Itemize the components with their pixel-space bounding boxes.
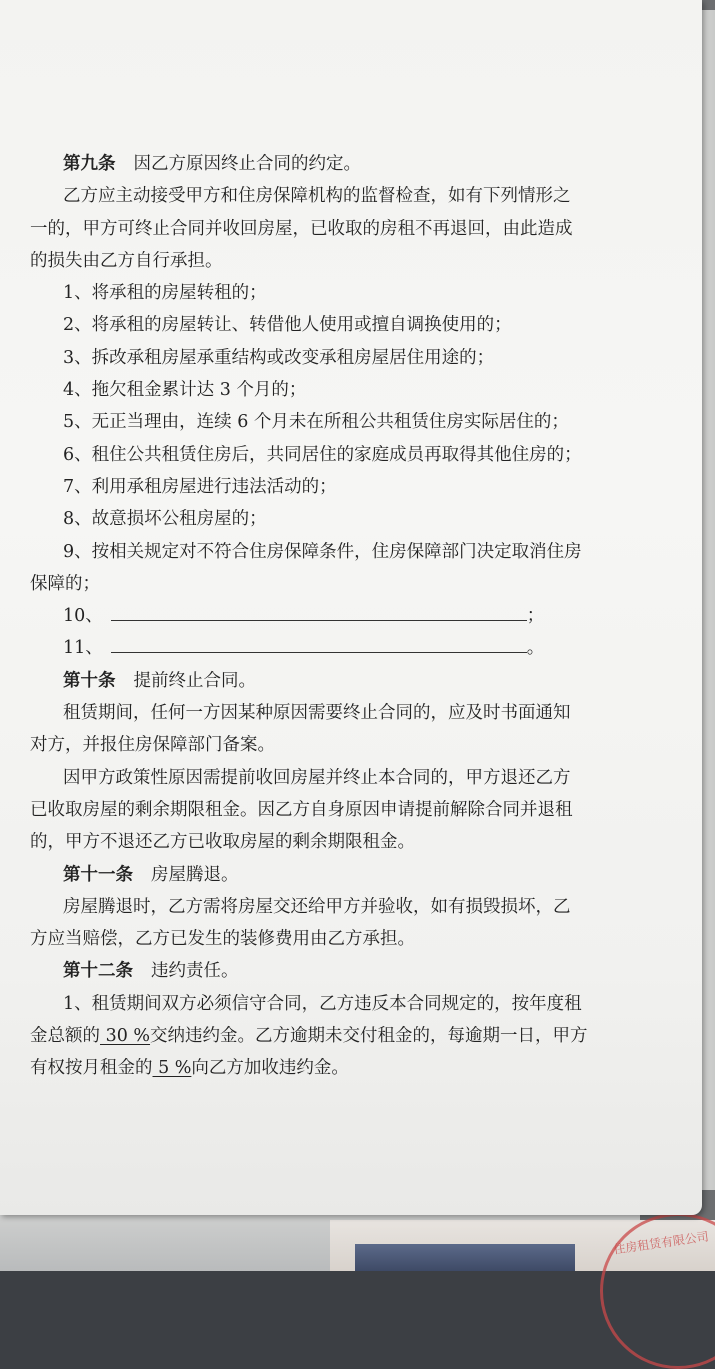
- article-9-number: 第九条: [63, 154, 116, 174]
- article-9-item: 4、拖欠租金累计达 3 个月的；: [63, 380, 307, 401]
- article-9-item: 8、故意损坏公租房屋的；: [63, 509, 267, 530]
- article-10-line: 对方，并报住房保障部门备案。: [30, 735, 275, 756]
- article-11-line: 方应当赔偿，乙方已发生的装修费用由乙方承担。: [30, 929, 415, 950]
- article-11-line: 房屋腾退时，乙方需将房屋交还给甲方并验收，如有损毁损坏，乙: [63, 896, 571, 917]
- penalty-rate-annual: 30 %: [100, 1026, 151, 1047]
- penalty-text-pre: 金总额的: [30, 1026, 100, 1047]
- item-11-end: 。: [526, 638, 545, 659]
- article-12-heading: [30, 955, 670, 987]
- seal-text: 住房租赁有限公司: [612, 1229, 710, 1257]
- document-body: [30, 148, 670, 1085]
- article-11-title: 房屋腾退。: [151, 864, 239, 885]
- article-11-number: 第十一条: [63, 864, 133, 885]
- article-9-heading: [30, 148, 670, 180]
- late-fee-rate-monthly: 5 %: [152, 1058, 192, 1079]
- article-9-item: 7、利用承租房屋进行违法活动的；: [63, 476, 337, 497]
- article-9-item: 1、将承租的房屋转租的；: [63, 283, 267, 304]
- article-9-item: 5、无正当理由，连续 6 个月未在所租公共租赁住房实际居住的；: [63, 412, 569, 433]
- article-9-intro-line: 乙方应主动接受甲方和住房保障机构的监督检查，如有下列情形之: [63, 186, 571, 207]
- blue-folder: [355, 1244, 575, 1271]
- article-10-number: 第十条: [63, 670, 116, 691]
- item-10-label: 10、: [63, 606, 103, 627]
- article-9-title: 因乙方原因终止合同的约定。: [133, 154, 361, 174]
- article-9-intro-line: 的损失由乙方自行承担。: [30, 250, 223, 271]
- item-11-blank-line: [111, 634, 527, 653]
- late-fee-text-post: 向乙方加收违约金。: [191, 1058, 349, 1079]
- article-9-item: 6、租住公共租赁住房后，共同居住的家庭成员再取得其他住房的；: [63, 444, 582, 465]
- article-9-item-10: [30, 600, 670, 632]
- article-10-line: 的，甲方不退还乙方已收取房屋的剩余期限租金。: [30, 832, 415, 853]
- item-11-label: 11、: [63, 638, 103, 659]
- late-fee-text-pre: 有权按月租金的: [30, 1058, 153, 1079]
- article-9-intro-line: 一的，甲方可终止合同并收回房屋，已收取的房租不再退回，由此造成: [30, 218, 573, 239]
- article-10-title: 提前终止合同。: [133, 670, 256, 691]
- penalty-text-post: 交纳违约金。乙方逾期未交付租金的，每逾期一日，甲方: [150, 1026, 588, 1047]
- article-12-number: 第十二条: [63, 961, 133, 982]
- article-9-item: 2、将承租的房屋转让、转借他人使用或擅自调换使用的；: [63, 315, 512, 336]
- article-12-line: 1、租赁期间双方必须信守合同，乙方违反本合同规定的，按年度租: [63, 993, 582, 1014]
- article-12-penalty-line: [30, 1020, 670, 1052]
- article-12-late-fee-line: [30, 1052, 670, 1084]
- article-12-title: 违约责任。: [151, 961, 239, 982]
- article-9-item-9-cont: 保障的；: [30, 573, 100, 594]
- article-10-heading: [30, 665, 670, 697]
- article-9-item: 3、拆改承租房屋承重结构或改变承租房屋居住用途的；: [63, 347, 495, 368]
- item-10-blank-line: [111, 602, 527, 621]
- article-10-line: 租赁期间，任何一方因某种原因需要终止合同的，应及时书面通知: [63, 703, 571, 724]
- article-9-item-9: 9、按相关规定对不符合住房保障条件，住房保障部门决定取消住房: [63, 541, 582, 562]
- article-10-line: 因甲方政策性原因需提前收回房屋并终止本合同的，甲方退还乙方: [63, 767, 571, 788]
- article-11-heading: [30, 859, 670, 891]
- article-10-line: 已收取房屋的剩余期限租金。因乙方自身原因申请提前解除合同并退租: [30, 799, 573, 820]
- item-10-end: ；: [526, 606, 545, 627]
- article-9-item-11: [30, 632, 670, 664]
